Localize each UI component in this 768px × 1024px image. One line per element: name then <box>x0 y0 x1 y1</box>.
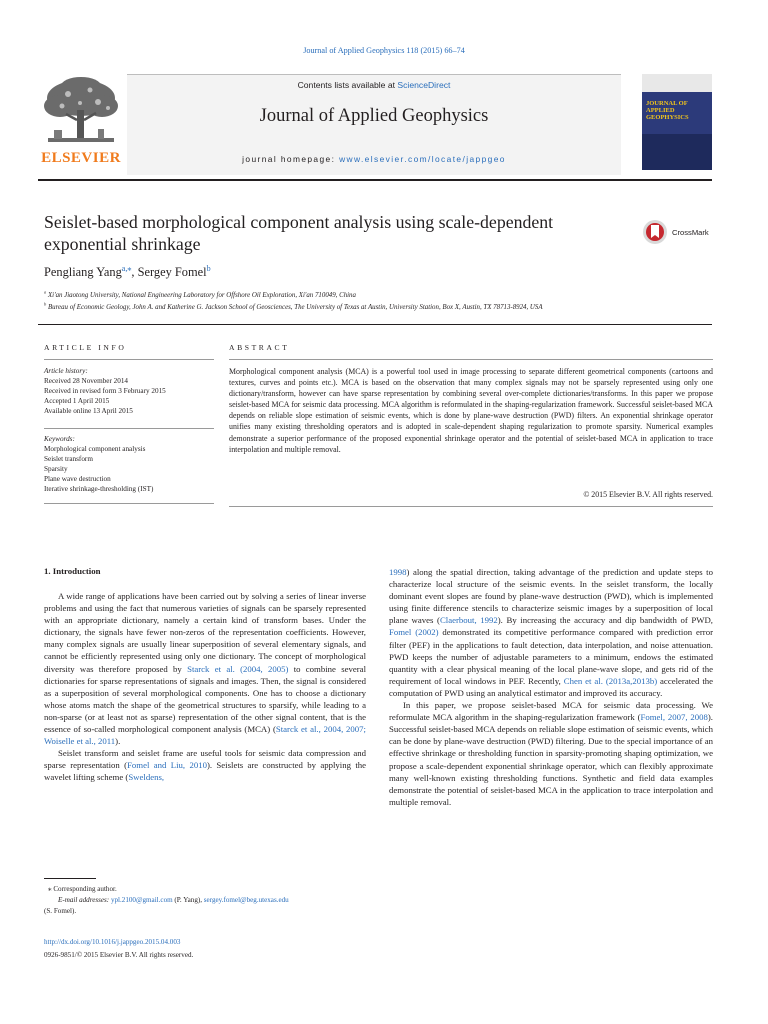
keyword-item: Sparsity <box>44 465 68 474</box>
citation-link[interactable]: Chen et al. (2013a,2013b) <box>563 675 658 686</box>
citation-link[interactable]: Starck et al., 2004, 2007; Woiselle et al., 2011 <box>44 724 366 747</box>
affiliation-text: Bureau of Economic Geology, John A. and Katherine G. Jackson School of Geosciences, The University of Texas at Austin, University Station, Box X, Austin, TX 78713-8924, USA <box>47 304 543 311</box>
info-divider <box>44 428 214 429</box>
contents-prefix: Contents lists available at <box>297 80 398 90</box>
paragraph-text: A wide range of applications have been carried out by solving a series of linear inverse problems and using the fact that numerous varieties of signals can be sparsely represented with an appropriate dictionary, namely a certain kind of transform bases. Under the dictionary, the signals have fewer non-zeros of the representation coefficients. However, many complex signals are usually linear superposition of several elementary signals, and cannot be efficiently represented using only one dictionary. The concept of morphological diversity was therefore proposed by <box>44 591 366 674</box>
citation-link[interactable]: Claerbout, 1992 <box>439 615 498 626</box>
author-affil-mark[interactable]: a, <box>121 263 128 273</box>
paragraph-text: ) along the spatial direction, taking advantage of the prediction and update steps to characterize local structure of the seismic events. In the seislet transform, the locally dominant event slopes are found by plane-wave destruction (PWD), which is implemented using finite difference stencils to characterize seismic images by a superposition of local plane waves ( <box>389 567 713 626</box>
history-item: Received in revised form 3 February 2015 <box>44 387 166 395</box>
author-name: Pengliang Yang <box>44 265 122 279</box>
journal-homepage-line <box>127 154 621 164</box>
email-label: E-mail addresses: <box>58 896 111 904</box>
contents-lists-line <box>127 80 621 90</box>
paragraph <box>44 747 366 783</box>
history-item: Received 28 November 2014 <box>44 377 129 385</box>
article-history <box>44 366 214 416</box>
paragraph-text: ). By increasing the accuracy and dip bandwidth of PWD, <box>497 615 713 626</box>
paragraph <box>44 590 366 747</box>
history-label: Article history: <box>44 367 88 375</box>
sciencedirect-link[interactable]: ScienceDirect <box>397 80 451 90</box>
history-item: Accepted 1 April 2015 <box>44 397 110 405</box>
body-column-right <box>389 566 713 808</box>
title-divider <box>38 324 712 325</box>
citation-link[interactable]: Sweldens, <box>128 772 165 783</box>
crossmark-icon <box>642 219 670 245</box>
journal-title: Journal of Applied Geophysics <box>259 106 489 126</box>
doi-link[interactable]: http://dx.doi.org/10.1016/j.jappgeo.2015.04.003 <box>44 938 181 946</box>
keyword-item: Plane wave destruction <box>44 475 111 484</box>
paragraph <box>389 699 713 808</box>
footnote-divider <box>44 878 96 879</box>
header-divider <box>38 179 712 181</box>
affiliation <box>44 289 724 299</box>
homepage-prefix: journal homepage: <box>242 154 340 164</box>
elsevier-wordmark[interactable]: ELSEVIER <box>41 150 121 166</box>
corresponding-mark[interactable]: ⁎ <box>127 263 132 273</box>
paragraph-text: to combine several dictionaries for sparse representations of signals and images. Then, the signal is considered as a superposition of several morphological components. One has to choose a dictionary whose atoms match the shape of the geometrical structures to sparsify, while leading to a non-sparse (or at least not as sparse) representation of the other signal content, that is the essence of so-called morphological component analysis (MCA) ( <box>44 663 366 735</box>
email-note <box>44 895 366 906</box>
footnotes <box>44 884 366 917</box>
citation-link[interactable]: Fomel and Liu, 2010 <box>127 760 207 771</box>
paragraph-text: In this paper, we propose seislet-based MCA for seismic data processing. We reformulate MCA algorithm in the shaping-regularization framework ( <box>389 700 713 723</box>
crossmark-label[interactable]: CrossMark <box>672 228 709 237</box>
keywords <box>44 434 214 495</box>
email-owner: (S. Fomel). <box>44 907 77 915</box>
abstract-body: Morphological component analysis (MCA) is a powerful tool used in image processing to separate different geometrical components (cartoons and textures, curves and points etc.). MCA is based on the observation that many complex signals may not be sparsely represented using only one dictionary/transform, however can have sparse representation by combining several over-complete dictionaries/transforms. In this paper we propose seislet-based MCA for seismic data processing. MCA algorithm is reformulated in the shaping-regularization framework. Successful seislet-based MCA depends on reliable slope estimation of seismic events, which is done by plane-wave destruction (PWD) filters. An exponential shrinkage operator unifies many existing thresholding operators and is adopted in scale-dependent shaping regularization to promote sparsity. Numerical examples demonstrate a superior performance of the proposed exponential shrinkage operator and the potential of seislet-based MCA in application to trace interpolation and multiple removal. <box>229 367 713 454</box>
corresponding-author-note: ⁎ Corresponding author. <box>48 885 117 893</box>
affiliation <box>44 301 724 311</box>
affiliation-mark: b <box>44 301 47 307</box>
issn-line: 0926-9851/© 2015 Elsevier B.V. All rights reserved. <box>44 951 194 959</box>
keyword-item: Iterative shrinkage-thresholding (IST) <box>44 485 154 494</box>
email-link[interactable]: sergey.fomel@beg.utexas.edu <box>203 896 289 904</box>
article-info-heading: ARTICLE INFO <box>44 343 127 352</box>
article-title: Seislet-based morphological component analysis using scale-dependent exponential shrinkage <box>44 212 554 254</box>
keyword-item: Seislet transform <box>44 455 93 464</box>
cover-bottom-band <box>642 134 712 170</box>
email-link[interactable]: ypl.2100@gmail.com <box>110 896 173 904</box>
citation-link[interactable]: Starck et al. (2004, 2005) <box>187 663 289 674</box>
author-name: , Sergey Fomel <box>131 265 207 279</box>
abstract-divider <box>229 359 713 360</box>
email-owner: (P. Yang), <box>172 896 204 904</box>
paragraph-text: ). Seislets are constructed by applying the wavelet lifting scheme ( <box>44 760 367 783</box>
paragraph-text: accelerated the computation of PWD using an analytical estimator and improved its accuracy. <box>389 675 714 698</box>
affiliation-text: Xi'an Jiaotong University, National Engineering Laboratory for Offshore Oil Exploration, Xi'an 710049, China <box>47 292 356 299</box>
body-column-left <box>44 590 366 784</box>
citation-link[interactable]: Fomel (2002) <box>389 627 439 638</box>
section-heading-introduction: 1. Introduction <box>44 566 101 576</box>
history-item: Available online 13 April 2015 <box>44 407 133 415</box>
abstract-copyright: © 2015 Elsevier B.V. All rights reserved. <box>583 490 713 499</box>
paragraph <box>389 566 713 699</box>
author-list <box>44 265 211 280</box>
author-affil-mark[interactable]: b <box>206 263 211 273</box>
citation-link[interactable]: Fomel, 2007, 2008 <box>640 712 708 723</box>
journal-cover-thumbnail[interactable] <box>642 74 712 170</box>
citation-link[interactable]: Journal of Applied Geophysics 118 (2015) 66–74 <box>303 46 465 55</box>
affiliation-mark: a <box>44 289 47 295</box>
paragraph-text: Seislet transform and seislet frame are useful tools for seismic data compression and sparse representation ( <box>44 748 366 771</box>
keyword-item: Morphological component analysis <box>44 445 146 454</box>
cover-title: JOURNAL OF APPLIED GEOPHYSICS <box>646 100 689 121</box>
keywords-label: Keywords: <box>44 435 75 443</box>
info-divider <box>44 503 214 504</box>
paragraph-text: ). <box>115 736 121 747</box>
paragraph-text: demonstrated its competitive performance compared with prediction error filter (PEF) in the applications to fault detection, data interpolation, and noise attenuation. PWD keeps the number of adjustable parameters to a minimum, endows the estimated quantity with a clear physical meaning of the local plane-wave slope, and gets rid of the requirement of local windows in PEF. Recently, <box>389 627 713 686</box>
journal-citation[interactable] <box>0 46 768 55</box>
paragraph-text: ). Successful seislet-based MCA depends on reliable slope estimation of seismic events, which can be done by plane-wave destruction (PWD) filtering. Due to the special importance of an effective shrinkage or thresholding function in sparsity-promoting shaping optimization, we propose a scale-dependent exponential shrinkage operator, which can flexibly approximate many well-known existing thresholding functions. Synthetic and field data examples demonstrate the potential of seislet-based MCA in the application to trace interpolation and multiple removal. <box>389 712 713 807</box>
abstract-heading: ABSTRACT <box>229 343 290 352</box>
abstract-divider <box>229 506 713 507</box>
homepage-link[interactable]: www.elsevier.com/locate/jappgeo <box>339 154 506 164</box>
cover-top-band <box>642 74 712 92</box>
info-divider <box>44 359 214 360</box>
citation-link[interactable]: 1998 <box>389 567 407 577</box>
